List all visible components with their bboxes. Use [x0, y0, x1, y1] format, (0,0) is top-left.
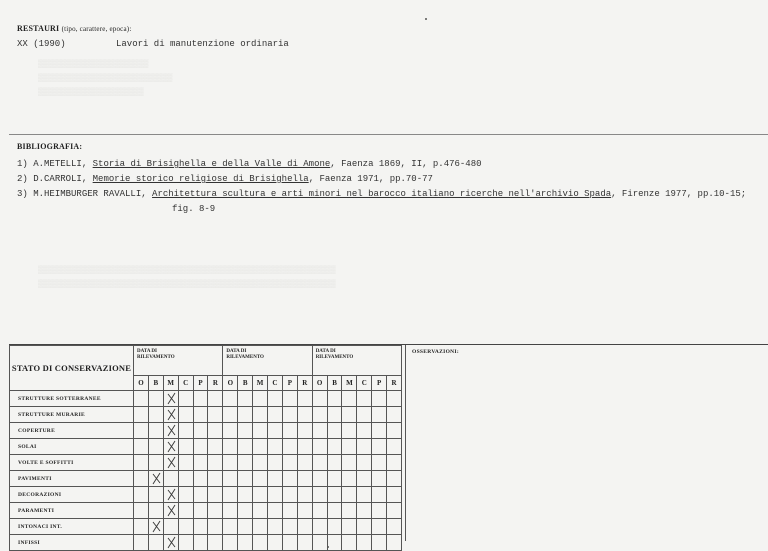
bibliografia-label: BIBLIOGRAFIA:: [17, 142, 83, 151]
check-mark-icon: [165, 391, 178, 406]
rating-cell: [282, 439, 297, 455]
rating-cell: [297, 423, 312, 439]
show-through-text: ▒▒▒▒▒▒▒▒▒▒▒▒▒▒▒▒▒▒▒▒▒▒: [38, 88, 144, 97]
rating-cell: [253, 519, 268, 535]
bibliography-entry: [17, 189, 746, 199]
rating-cell: [268, 535, 283, 551]
rating-cell: [148, 455, 163, 471]
rating-cell: [327, 439, 342, 455]
rating-cell: [357, 407, 372, 423]
rating-cell: [357, 487, 372, 503]
survey-date-header: [223, 346, 312, 376]
row-label: SOLAI: [10, 439, 134, 455]
rating-cell: [387, 519, 402, 535]
column-header-r: R: [387, 375, 402, 390]
ref-number: 1): [17, 159, 28, 169]
rating-cell: [297, 519, 312, 535]
rating-cell: [238, 471, 253, 487]
rating-cell: [342, 455, 357, 471]
rating-cell: [327, 455, 342, 471]
rating-cell: [148, 471, 163, 487]
rating-cell: [268, 471, 283, 487]
column-header-b: B: [238, 375, 253, 390]
rating-cell: [178, 407, 193, 423]
restauri-date: XX (1990): [17, 39, 66, 49]
restauri-label-main: RESTAURI: [17, 24, 60, 33]
rating-cell: [178, 455, 193, 471]
rating-cell: [223, 407, 238, 423]
rating-cell: [297, 407, 312, 423]
table-row: [10, 519, 402, 535]
rating-cell: [163, 471, 178, 487]
table-row: [10, 535, 402, 551]
column-header-c: C: [178, 375, 193, 390]
rating-cell: [253, 535, 268, 551]
column-header-p: P: [193, 375, 208, 390]
rating-cell: [193, 391, 208, 407]
rating-cell: [342, 423, 357, 439]
rating-cell: [297, 455, 312, 471]
rating-cell: [223, 471, 238, 487]
bibliography-entry: [17, 159, 482, 169]
table-row: [10, 407, 402, 423]
row-label: DECORAZIONI: [10, 487, 134, 503]
rating-cell: [208, 487, 223, 503]
rating-cell: [372, 519, 387, 535]
rating-cell: [282, 487, 297, 503]
rating-cell: [327, 391, 342, 407]
column-header-o: O: [312, 375, 327, 390]
rating-cell: [282, 423, 297, 439]
rating-cell: [312, 519, 327, 535]
rating-cell: [253, 439, 268, 455]
rating-cell: [163, 535, 178, 551]
rating-cell: [238, 407, 253, 423]
rating-cell: [193, 519, 208, 535]
rating-cell: [193, 471, 208, 487]
ref-details: , Firenze 1977, pp.10-15;: [611, 189, 747, 199]
rating-cell: [312, 439, 327, 455]
table-row: [10, 455, 402, 471]
restauri-label-sub: (tipo, carattere, epoca):: [61, 25, 132, 33]
table-row: [10, 487, 402, 503]
rating-cell: [312, 535, 327, 551]
rating-cell: [134, 439, 149, 455]
rating-cell: [238, 391, 253, 407]
rating-cell: [312, 423, 327, 439]
rating-cell: [387, 455, 402, 471]
rating-cell: [357, 503, 372, 519]
rating-cell: [327, 535, 342, 551]
check-mark-icon: [165, 407, 178, 422]
rating-cell: [208, 535, 223, 551]
survey-date-header: [134, 346, 223, 376]
conservation-table: [9, 345, 402, 551]
rating-cell: [208, 407, 223, 423]
rating-cell: [268, 487, 283, 503]
rating-cell: [193, 503, 208, 519]
rating-cell: [327, 519, 342, 535]
rating-cell: [148, 487, 163, 503]
rating-cell: [178, 519, 193, 535]
column-header-b: B: [327, 375, 342, 390]
rating-cell: [387, 487, 402, 503]
rating-cell: [178, 423, 193, 439]
restauri-description: Lavori di manutenzione ordinaria: [116, 39, 289, 49]
rating-cell: [312, 503, 327, 519]
check-mark-icon: [165, 503, 178, 518]
rating-cell: [163, 407, 178, 423]
rating-cell: [148, 535, 163, 551]
punch-dot: [425, 18, 427, 20]
rating-cell: [178, 503, 193, 519]
row-label: STRUTTURE MURARIE: [10, 407, 134, 423]
rating-cell: [297, 471, 312, 487]
rating-cell: [312, 471, 327, 487]
column-header-c: C: [268, 375, 283, 390]
table-row: [10, 391, 402, 407]
rating-cell: [148, 503, 163, 519]
rating-cell: [253, 391, 268, 407]
rating-cell: [223, 423, 238, 439]
check-mark-icon: [165, 423, 178, 438]
rating-cell: [223, 439, 238, 455]
column-header-m: M: [342, 375, 357, 390]
rating-cell: [268, 455, 283, 471]
table-row: [10, 503, 402, 519]
rating-cell: [148, 519, 163, 535]
rating-cell: [223, 503, 238, 519]
rating-cell: [387, 535, 402, 551]
show-through-text: ▒▒▒▒▒▒▒▒▒▒▒▒▒▒▒▒▒▒▒▒▒▒▒▒▒▒▒▒▒▒▒▒▒▒▒▒▒▒▒▒▒▒▒▒▒▒▒▒▒▒▒▒▒▒▒▒▒▒▒▒▒▒: [38, 266, 336, 275]
rating-cell: [297, 391, 312, 407]
rating-cell: [372, 455, 387, 471]
rating-cell: [134, 423, 149, 439]
ref-author: M.HEIMBURGER RAVALLI,: [33, 189, 147, 199]
rating-cell: [297, 487, 312, 503]
table-row: [10, 423, 402, 439]
column-header-o: O: [223, 375, 238, 390]
check-mark-icon: [150, 471, 163, 486]
rating-cell: [163, 519, 178, 535]
rating-cell: [268, 391, 283, 407]
rating-cell: [268, 407, 283, 423]
rating-cell: [238, 503, 253, 519]
rating-cell: [372, 503, 387, 519]
rating-cell: [372, 439, 387, 455]
row-label: INFISSI: [10, 535, 134, 551]
rating-cell: [208, 471, 223, 487]
rating-cell: [312, 487, 327, 503]
rating-cell: [372, 407, 387, 423]
rating-cell: [163, 487, 178, 503]
rating-cell: [327, 471, 342, 487]
rating-cell: [193, 423, 208, 439]
ref-details: , Faenza 1971, pp.70-77: [308, 174, 433, 184]
rating-cell: [297, 503, 312, 519]
column-header-o: O: [134, 375, 149, 390]
rating-cell: [134, 407, 149, 423]
rating-cell: [134, 471, 149, 487]
rating-cell: [327, 423, 342, 439]
rating-cell: [193, 535, 208, 551]
rating-cell: [193, 439, 208, 455]
rating-cell: [253, 407, 268, 423]
ref-title: Memorie storico religiose di Brisighella: [92, 174, 309, 184]
rating-cell: [253, 423, 268, 439]
rating-cell: [342, 391, 357, 407]
rating-cell: [163, 503, 178, 519]
rating-cell: [268, 503, 283, 519]
rating-cell: [134, 455, 149, 471]
rating-cell: [342, 519, 357, 535]
rating-cell: [178, 535, 193, 551]
survey-date-header-line2: RILEVAMENTO: [226, 355, 264, 360]
restauri-label: [17, 24, 131, 33]
rating-cell: [253, 471, 268, 487]
rating-cell: [282, 455, 297, 471]
survey-date-header-line1: DATA DI: [137, 349, 157, 354]
ref-details: , Faenza 1869, II, p.476-480: [330, 159, 482, 169]
table-header-row: [10, 346, 402, 376]
ref-title: Storia di Brisighella e della Valle di Amone: [92, 159, 331, 169]
rating-cell: [134, 535, 149, 551]
check-mark-icon: [150, 519, 163, 534]
rating-cell: [178, 439, 193, 455]
row-label: PAVIMENTI: [10, 471, 134, 487]
rating-cell: [134, 503, 149, 519]
section-divider: [9, 134, 768, 135]
check-mark-icon: [165, 455, 178, 470]
rating-cell: [372, 487, 387, 503]
rating-cell: [163, 439, 178, 455]
rating-cell: [208, 439, 223, 455]
rating-cell: [148, 407, 163, 423]
rating-cell: [312, 391, 327, 407]
column-header-m: M: [163, 375, 178, 390]
survey-date-header-line1: DATA DI: [226, 349, 247, 354]
rating-cell: [208, 391, 223, 407]
rating-cell: [357, 535, 372, 551]
rating-cell: [238, 455, 253, 471]
survey-date-header-line2: RILEVAMENTO: [137, 355, 175, 360]
rating-cell: [208, 519, 223, 535]
rating-cell: [193, 487, 208, 503]
rating-cell: [253, 455, 268, 471]
rating-cell: [223, 519, 238, 535]
column-header-p: P: [372, 375, 387, 390]
rating-cell: [342, 487, 357, 503]
rating-cell: [387, 407, 402, 423]
rating-cell: [223, 391, 238, 407]
rating-cell: [208, 423, 223, 439]
show-through-text: ▒▒▒▒▒▒▒▒▒▒▒▒▒▒▒▒▒▒▒▒▒▒▒▒▒▒▒▒▒▒▒▒▒▒▒▒▒▒▒▒▒▒▒▒▒▒▒▒▒▒▒▒▒▒▒▒▒▒▒▒▒▒: [38, 280, 336, 289]
rating-cell: [238, 487, 253, 503]
rating-cell: [282, 391, 297, 407]
row-label: VOLTE E SOFFITTI: [10, 455, 134, 471]
rating-cell: [372, 423, 387, 439]
rating-cell: [268, 439, 283, 455]
rating-cell: [387, 423, 402, 439]
rating-cell: [327, 487, 342, 503]
rating-cell: [238, 535, 253, 551]
row-label: STRUTTURE SOTTERRANEE: [10, 391, 134, 407]
rating-cell: [148, 423, 163, 439]
rating-cell: [282, 503, 297, 519]
column-header-r: R: [208, 375, 223, 390]
column-header-p: P: [282, 375, 297, 390]
rating-cell: [342, 471, 357, 487]
row-label: COPERTURE: [10, 423, 134, 439]
rating-cell: [357, 423, 372, 439]
rating-cell: [297, 439, 312, 455]
rating-cell: [223, 535, 238, 551]
rating-cell: [327, 503, 342, 519]
rating-cell: [372, 391, 387, 407]
survey-date-header-line1: DATA DI: [315, 349, 336, 354]
check-mark-icon: [165, 439, 178, 454]
rating-cell: [208, 503, 223, 519]
rating-cell: [223, 455, 238, 471]
punch-dot: [327, 546, 329, 548]
rating-cell: [342, 535, 357, 551]
observations-label: OSSERVAZIONI:: [412, 349, 460, 355]
rating-cell: [297, 535, 312, 551]
show-through-text: ▒▒▒▒▒▒▒▒▒▒▒▒▒▒▒▒▒▒▒▒▒▒▒▒▒▒▒▒: [38, 74, 173, 83]
rating-cell: [148, 391, 163, 407]
rating-cell: [208, 455, 223, 471]
rating-cell: [178, 391, 193, 407]
survey-date-header-line2: RILEVAMENTO: [315, 355, 354, 360]
rating-cell: [193, 407, 208, 423]
check-mark-icon: [165, 535, 178, 550]
column-header-r: R: [297, 375, 312, 390]
rating-cell: [282, 407, 297, 423]
rating-cell: [312, 407, 327, 423]
rating-cell: [238, 423, 253, 439]
rating-cell: [178, 487, 193, 503]
rating-cell: [387, 439, 402, 455]
rating-cell: [357, 519, 372, 535]
rating-cell: [372, 471, 387, 487]
rating-cell: [268, 423, 283, 439]
rating-cell: [238, 519, 253, 535]
rating-cell: [282, 471, 297, 487]
bibliography-entry: [17, 174, 433, 184]
rating-cell: [327, 407, 342, 423]
rating-cell: [357, 471, 372, 487]
rating-cell: [387, 391, 402, 407]
rating-cell: [148, 439, 163, 455]
rating-cell: [134, 487, 149, 503]
rating-cell: [193, 455, 208, 471]
ref-author: A.METELLI,: [33, 159, 88, 169]
column-header-m: M: [253, 375, 268, 390]
rating-cell: [134, 391, 149, 407]
rating-cell: [253, 503, 268, 519]
column-header-b: B: [148, 375, 163, 390]
show-through-text: ▒▒▒▒▒▒▒▒▒▒▒▒▒▒▒▒▒▒▒▒▒▒▒: [38, 60, 149, 69]
rating-cell: [268, 519, 283, 535]
ref-number: 2): [17, 174, 28, 184]
ref-title: Architettura scultura e arti minori nel barocco italiano ricerche nell'archivio Spada: [152, 189, 612, 199]
rating-cell: [342, 439, 357, 455]
ref-author: D.CARROLI,: [33, 174, 88, 184]
rating-cell: [387, 503, 402, 519]
rating-cell: [253, 487, 268, 503]
ref-number: 3): [17, 189, 28, 199]
rating-cell: [282, 519, 297, 535]
rating-cell: [387, 471, 402, 487]
rating-cell: [134, 519, 149, 535]
rating-cell: [163, 423, 178, 439]
rating-cell: [223, 487, 238, 503]
rating-cell: [357, 455, 372, 471]
table-row: [10, 471, 402, 487]
rating-cell: [312, 455, 327, 471]
conservation-title: STATO DI CONSERVAZIONE: [10, 346, 134, 391]
survey-date-header: [312, 346, 401, 376]
rating-cell: [163, 391, 178, 407]
rating-cell: [357, 391, 372, 407]
row-label: PARAMENTI: [10, 503, 134, 519]
rating-cell: [163, 455, 178, 471]
rating-cell: [342, 503, 357, 519]
check-mark-icon: [165, 487, 178, 502]
rating-cell: [178, 471, 193, 487]
table-row: [10, 439, 402, 455]
observations-box: [405, 345, 768, 541]
rating-cell: [342, 407, 357, 423]
rating-cell: [372, 535, 387, 551]
rating-cell: [238, 439, 253, 455]
row-label: INTONACI INT.: [10, 519, 134, 535]
rating-cell: [282, 535, 297, 551]
bibliography-entry-continuation: fig. 8-9: [172, 204, 216, 214]
rating-cell: [357, 439, 372, 455]
column-header-c: C: [357, 375, 372, 390]
